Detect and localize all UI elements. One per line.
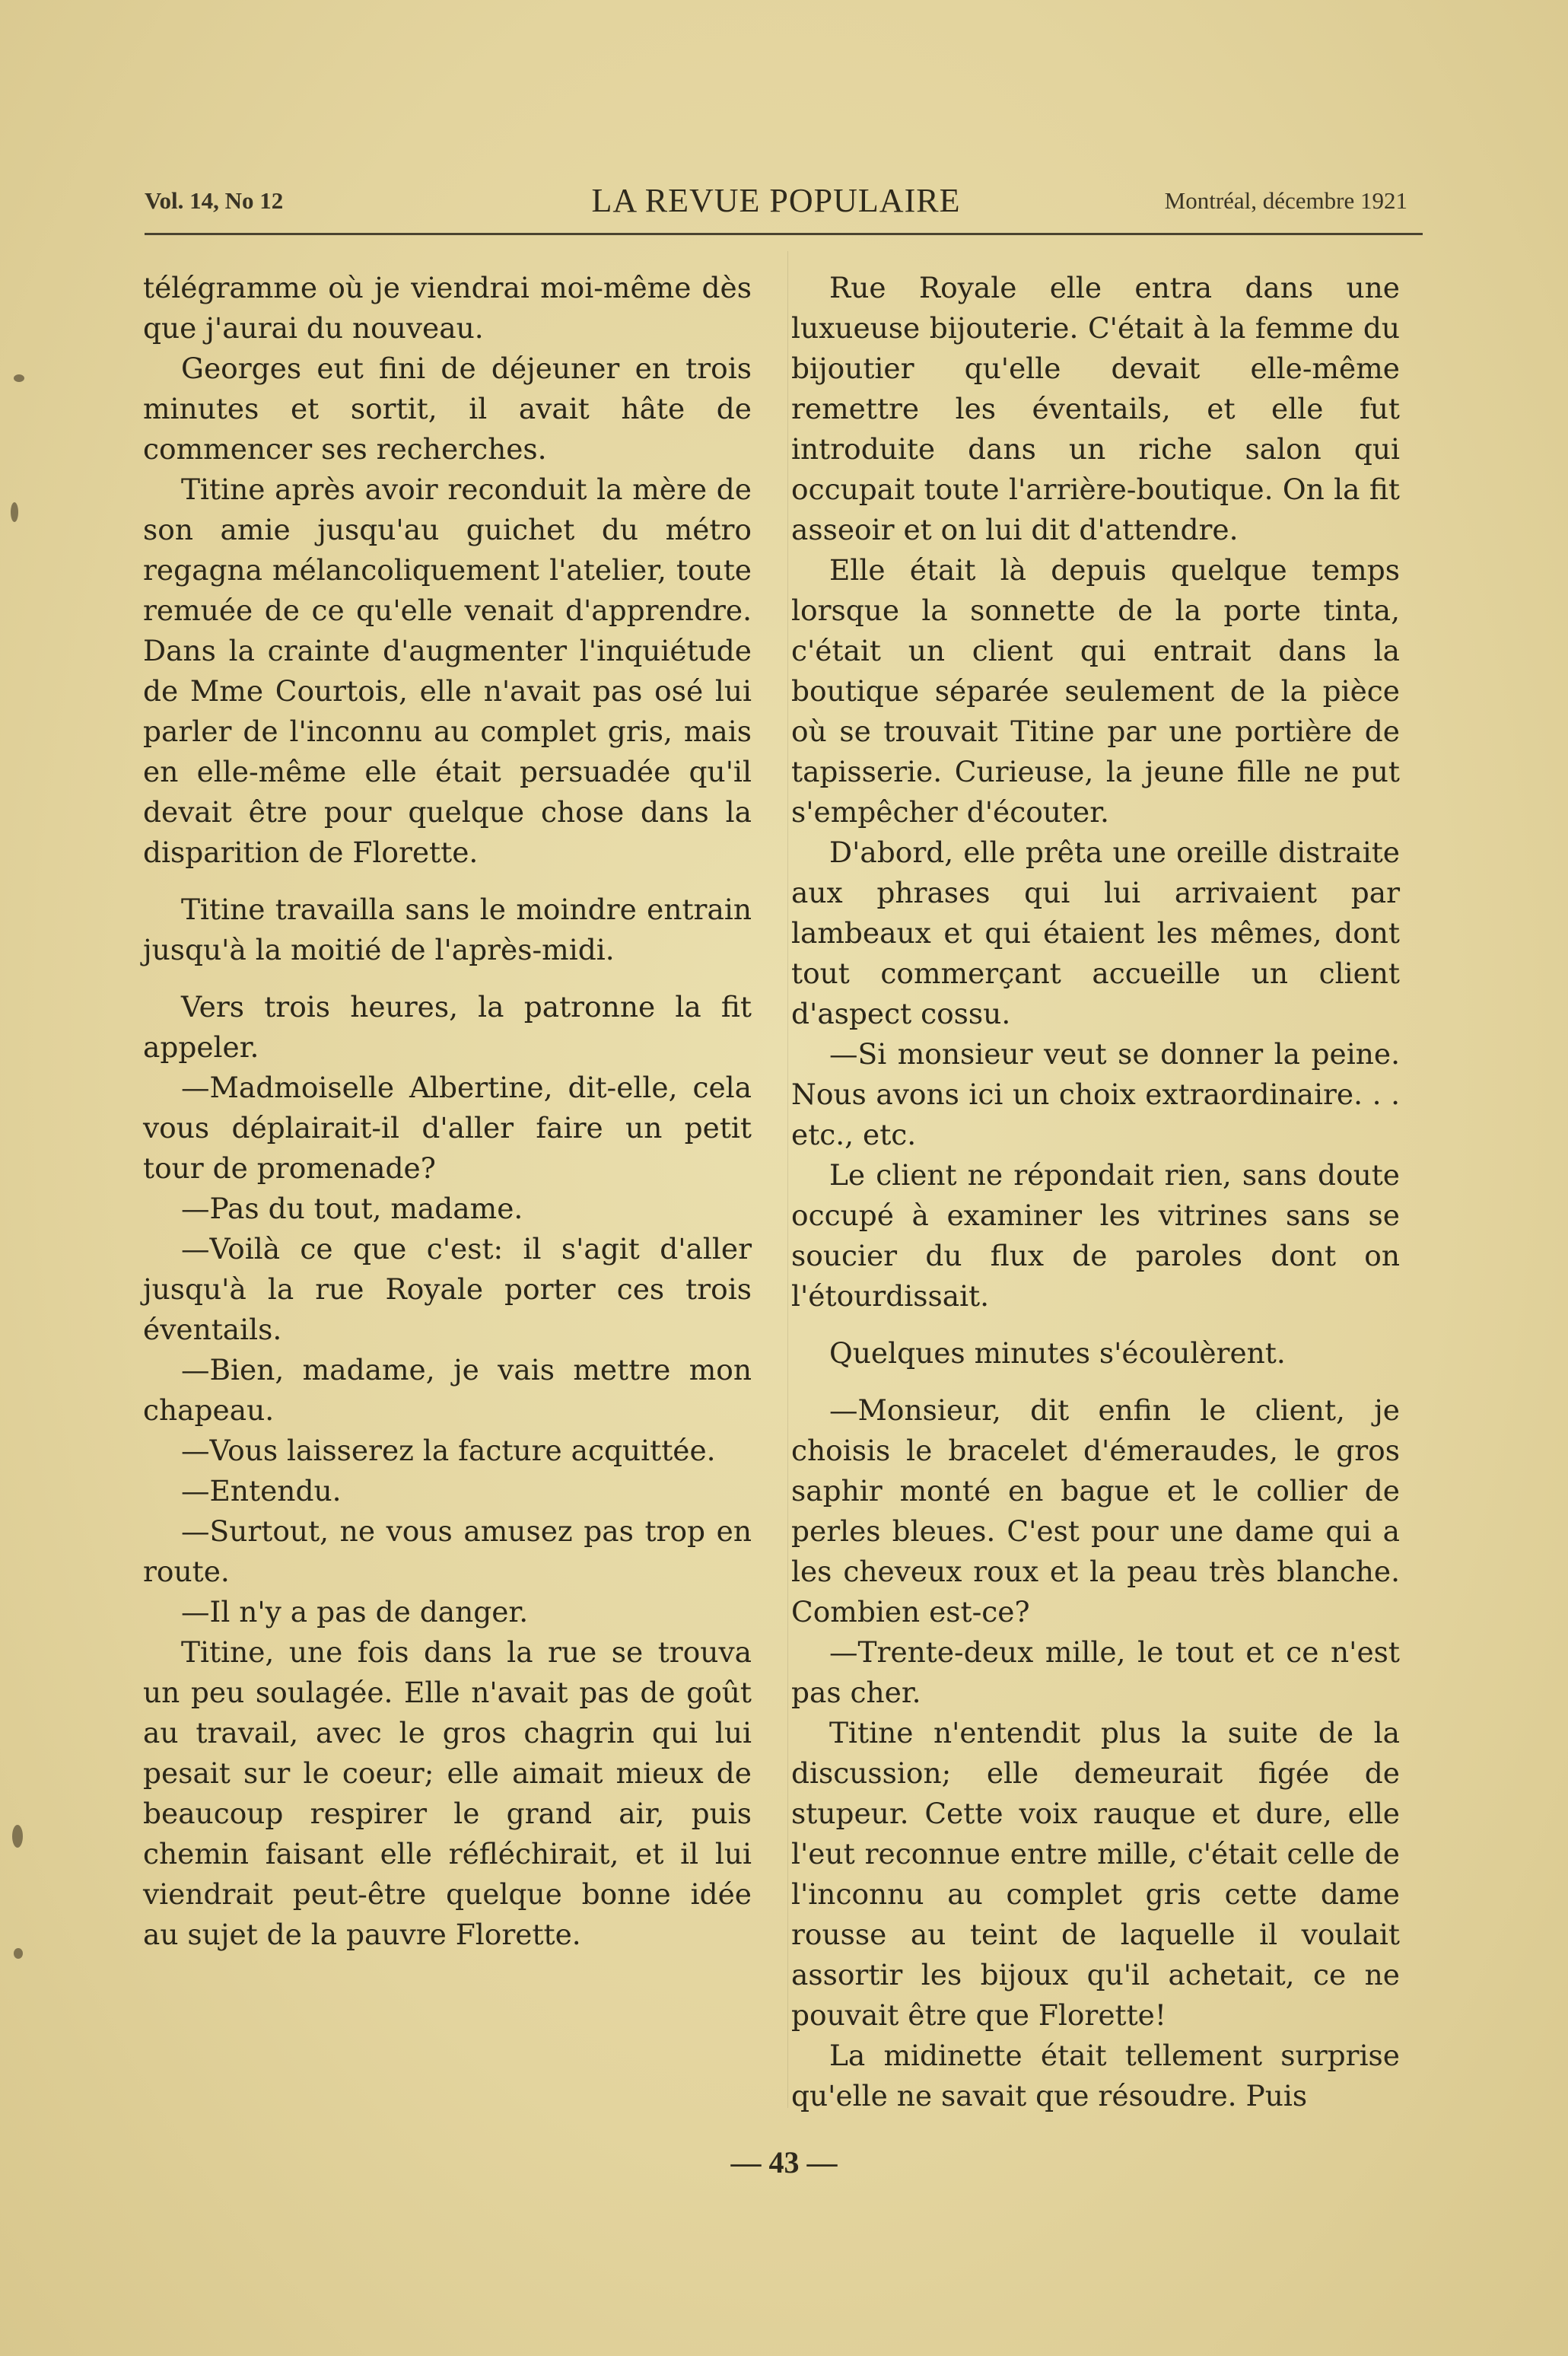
paragraph: Titine, une fois dans la rue se trouva un peu soulagée. Elle n'avait pas de goût au travail, avec le gros chagrin qui lui pesait sur le coeur; elle aimait mieux de beaucoup respirer le grand air, puis chemin faisant elle réfléchirait, et il lui viendrait peut-être quelque bonne idée au sujet de la pauvre Florette.: [143, 1635, 752, 1951]
paragraph: Vers trois heures, la patronne la fit appeler.: [143, 990, 752, 1064]
page-header: [145, 181, 1407, 227]
paragraph: —Trente-deux mille, le tout et ce n'est pas cher.: [791, 1635, 1400, 1709]
paragraph: —Madmoiselle Albertine, dit-elle, cela vous déplairait-il d'aller faire un petit tour de promenade?: [143, 1071, 752, 1185]
page-number: — 43 —: [730, 2145, 838, 2179]
paragraph: —Entendu.: [181, 1474, 342, 1508]
place-date: Montréal, décembre 1921: [1164, 187, 1407, 214]
paragraph: —Bien, madame, je vais mettre mon chapeau.: [143, 1353, 752, 1427]
paragraph: télégramme où je viendrai moi-même dès que j'aurai du nouveau.: [143, 271, 752, 345]
paragraph: —Voilà ce que c'est: il s'agit d'aller jusqu'à la rue Royale porter ces trois éventails.: [143, 1232, 752, 1346]
publication-title: LA REVUE POPULAIRE: [591, 182, 961, 219]
ink-speck: [14, 374, 24, 382]
paragraph: —Il n'y a pas de danger.: [181, 1595, 529, 1629]
paragraph: Titine travailla sans le moindre entrain jusqu'à la moitié de l'après-midi.: [143, 893, 752, 966]
right-column: [791, 268, 1400, 2116]
paragraph: —Vous laisserez la facture acquittée.: [181, 1434, 716, 1467]
ink-speck: [11, 502, 18, 522]
ink-speck: [12, 1825, 23, 1848]
paragraph: Quelques minutes s'écoulèrent.: [829, 1336, 1286, 1370]
header-rule: [145, 233, 1423, 235]
paragraph: Le client ne répondait rien, sans doute occupé à examiner les vitrines sans se soucier du flux de paroles dont on l'étourdissait.: [791, 1158, 1400, 1313]
paragraph: —Si monsieur veut se donner la peine. Nous avons ici un choix extraordinaire. . . etc., etc.: [791, 1037, 1400, 1151]
paragraph: —Monsieur, dit enfin le client, je choisis le bracelet d'émeraudes, le gros saphir monté en bague et le collier de perles bleues. C'est pour une dame qui a les cheveux roux et la peau très blanche. Combien est-ce?: [791, 1393, 1400, 1629]
left-column: [143, 268, 752, 1955]
volume-number: Vol. 14, No 12: [145, 187, 284, 214]
paragraph: Georges eut fini de déjeuner en trois minutes et sortit, il avait hâte de commencer ses recherches.: [143, 352, 752, 466]
paragraph: La midinette était tellement surprise qu'elle ne savait que résoudre. Puis: [791, 2039, 1400, 2112]
ink-speck: [14, 1948, 23, 1959]
paragraph: Elle était là depuis quelque temps lorsque la sonnette de la porte tinta, c'était un client qui entrait dans la boutique séparée seulement de la pièce où se trouvait Titine par une portière de tapisserie. Curieuse, la jeune fille ne put s'empêcher d'écouter.: [791, 553, 1400, 829]
paragraph: Titine après avoir reconduit la mère de son amie jusqu'au guichet du métro regagna mélancoliquement l'atelier, toute remuée de ce qu'elle venait d'apprendre. Dans la crainte d'augmenter l'inquiétude de Mme Courtois, elle n'avait pas osé lui parler de l'inconnu au complet gris, mais en elle-même elle était persuadée qu'il devait être pour quelque chose dans la disparition de Florette.: [143, 473, 752, 869]
paragraph: —Surtout, ne vous amusez pas trop en route.: [143, 1514, 752, 1588]
paragraph: —Pas du tout, madame.: [181, 1192, 523, 1225]
column-divider: [787, 251, 788, 2108]
paragraph: Rue Royale elle entra dans une luxueuse bijouterie. C'était à la femme du bijoutier qu'elle devait elle-même remettre les éventails, et elle fut introduite dans un riche salon qui occupait toute l'arrière-boutique. On la fit asseoir et on lui dit d'attendre.: [791, 271, 1400, 546]
paragraph: Titine n'entendit plus la suite de la discussion; elle demeurait figée de stupeur. Cette voix rauque et dure, elle l'eut reconnue entre mille, c'était celle de l'inconnu au complet gris cette dame rousse au teint de laquelle il voulait assortir les bijoux qu'il achetait, ce ne pouvait être que Florette!: [791, 1716, 1400, 2032]
paragraph: D'abord, elle prêta une oreille distraite aux phrases qui lui arrivaient par lambeaux et qui étaient les mêmes, dont tout commerçant accueille un client d'aspect cossu.: [791, 836, 1400, 1030]
